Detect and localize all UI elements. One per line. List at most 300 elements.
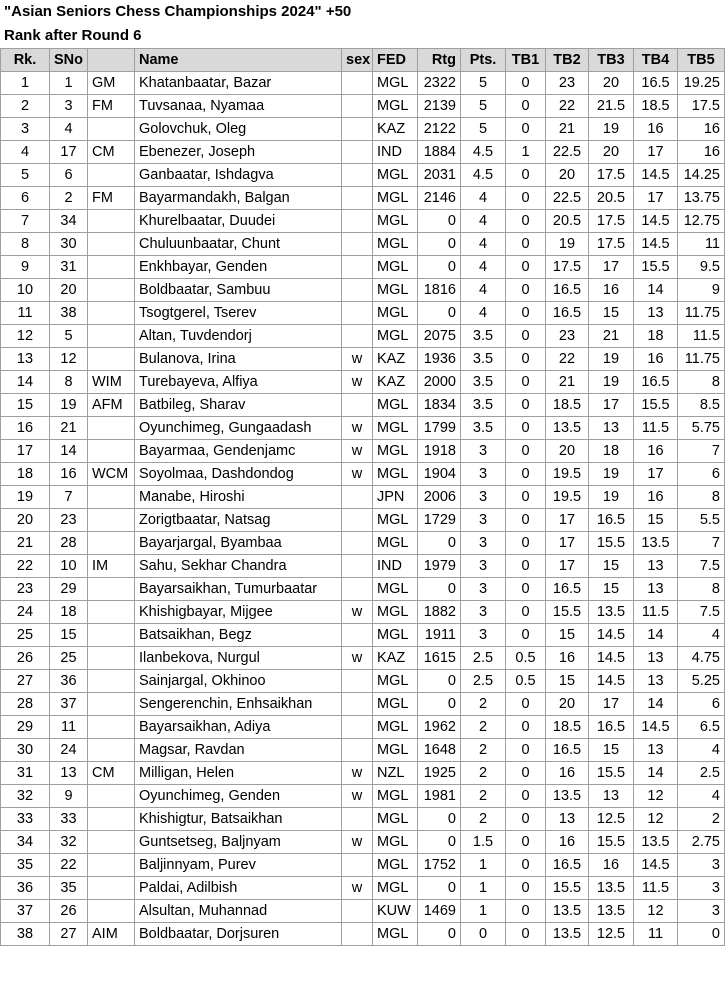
cell-rank: 36 [1, 877, 50, 900]
cell-tb4: 17 [634, 141, 678, 164]
cell-tb3: 17.5 [589, 233, 634, 256]
cell-rank: 31 [1, 762, 50, 785]
cell-rating: 1882 [418, 601, 461, 624]
cell-sno: 31 [50, 256, 88, 279]
cell-sex: w [342, 463, 373, 486]
table-row [1, 348, 725, 371]
cell-tb2: 13.5 [546, 923, 589, 946]
cell-title [88, 486, 135, 509]
cell-sex: w [342, 785, 373, 808]
cell-sex: w [342, 647, 373, 670]
cell-tb1: 0 [506, 256, 546, 279]
cell-tb3: 19 [589, 463, 634, 486]
cell-name: Ebenezer, Joseph [135, 141, 342, 164]
cell-tb5: 2 [678, 808, 725, 831]
cell-fed: MGL [373, 739, 418, 762]
cell-title [88, 877, 135, 900]
cell-rank: 37 [1, 900, 50, 923]
cell-rating: 1981 [418, 785, 461, 808]
cell-tb2: 16.5 [546, 739, 589, 762]
cell-title [88, 440, 135, 463]
cell-points: 3 [461, 601, 506, 624]
cell-tb4: 14 [634, 693, 678, 716]
cell-tb4: 14 [634, 279, 678, 302]
cell-tb1: 0 [506, 877, 546, 900]
cell-tb2: 15.5 [546, 877, 589, 900]
cell-tb4: 15.5 [634, 394, 678, 417]
cell-sex [342, 900, 373, 923]
cell-tb4: 16.5 [634, 72, 678, 95]
cell-tb1: 0 [506, 164, 546, 187]
cell-tb3: 21 [589, 325, 634, 348]
cell-rank: 34 [1, 831, 50, 854]
cell-points: 1.5 [461, 831, 506, 854]
cell-tb1: 0 [506, 808, 546, 831]
cell-tb2: 18.5 [546, 394, 589, 417]
cell-rating: 0 [418, 808, 461, 831]
cell-tb1: 0 [506, 854, 546, 877]
cell-sex [342, 670, 373, 693]
cell-name: Bayarjargal, Byambaa [135, 532, 342, 555]
cell-rating: 1469 [418, 900, 461, 923]
cell-sno: 26 [50, 900, 88, 923]
cell-rating: 1615 [418, 647, 461, 670]
cell-tb4: 14 [634, 762, 678, 785]
cell-tb3: 12.5 [589, 808, 634, 831]
table-row [1, 417, 725, 440]
cell-name: Paldai, Adilbish [135, 877, 342, 900]
cell-tb2: 23 [546, 325, 589, 348]
cell-tb4: 14.5 [634, 854, 678, 877]
cell-title [88, 118, 135, 141]
cell-tb2: 16 [546, 831, 589, 854]
table-row [1, 578, 725, 601]
table-row [1, 509, 725, 532]
cell-tb4: 17 [634, 463, 678, 486]
cell-fed: MGL [373, 785, 418, 808]
cell-tb1: 0 [506, 509, 546, 532]
cell-fed: MGL [373, 302, 418, 325]
cell-tb3: 20.5 [589, 187, 634, 210]
cell-sno: 5 [50, 325, 88, 348]
cell-rank: 35 [1, 854, 50, 877]
cell-rating: 1979 [418, 555, 461, 578]
cell-rank: 9 [1, 256, 50, 279]
cell-fed: MGL [373, 532, 418, 555]
cell-tb3: 15 [589, 302, 634, 325]
cell-name: Sengerenchin, Enhsaikhan [135, 693, 342, 716]
cell-fed: JPN [373, 486, 418, 509]
cell-tb2: 17 [546, 509, 589, 532]
cell-fed: MGL [373, 578, 418, 601]
cell-rank: 4 [1, 141, 50, 164]
cell-sno: 29 [50, 578, 88, 601]
cell-tb2: 16.5 [546, 279, 589, 302]
cell-tb3: 19 [589, 348, 634, 371]
cell-fed: MGL [373, 325, 418, 348]
cell-sex [342, 486, 373, 509]
cell-tb3: 15.5 [589, 831, 634, 854]
cell-sex: w [342, 877, 373, 900]
cell-title: FM [88, 95, 135, 118]
cell-title [88, 670, 135, 693]
cell-rank: 12 [1, 325, 50, 348]
cell-rank: 32 [1, 785, 50, 808]
cell-tb1: 0 [506, 279, 546, 302]
cell-name: Khishigbayar, Mijgee [135, 601, 342, 624]
col-header-rating: Rtg [418, 49, 461, 72]
cell-tb5: 6 [678, 463, 725, 486]
table-row [1, 256, 725, 279]
cell-rating: 0 [418, 302, 461, 325]
cell-tb3: 14.5 [589, 624, 634, 647]
cell-rank: 8 [1, 233, 50, 256]
cell-sno: 6 [50, 164, 88, 187]
cell-rank: 17 [1, 440, 50, 463]
cell-title: FM [88, 187, 135, 210]
cell-rank: 33 [1, 808, 50, 831]
cell-tb1: 0 [506, 555, 546, 578]
cell-tb3: 15 [589, 578, 634, 601]
cell-sno: 17 [50, 141, 88, 164]
cell-tb3: 19 [589, 118, 634, 141]
cell-tb1: 0 [506, 739, 546, 762]
cell-rating: 1729 [418, 509, 461, 532]
cell-tb4: 14.5 [634, 233, 678, 256]
cell-tb5: 16 [678, 141, 725, 164]
cell-name: Khurelbaatar, Duudei [135, 210, 342, 233]
cell-rank: 11 [1, 302, 50, 325]
cell-tb2: 19.5 [546, 486, 589, 509]
cell-name: Chuluunbaatar, Chunt [135, 233, 342, 256]
cell-tb2: 20 [546, 164, 589, 187]
cell-points: 4 [461, 210, 506, 233]
cell-rank: 21 [1, 532, 50, 555]
cell-tb5: 17.5 [678, 95, 725, 118]
cell-tb5: 6 [678, 693, 725, 716]
cell-tb1: 0 [506, 716, 546, 739]
cell-sno: 8 [50, 371, 88, 394]
cell-tb5: 7.5 [678, 601, 725, 624]
cell-sex [342, 118, 373, 141]
table-row [1, 279, 725, 302]
cell-sex [342, 716, 373, 739]
cell-rank: 13 [1, 348, 50, 371]
cell-points: 2.5 [461, 647, 506, 670]
cell-tb1: 0.5 [506, 647, 546, 670]
table-row [1, 877, 725, 900]
cell-tb5: 5.5 [678, 509, 725, 532]
cell-tb4: 16 [634, 118, 678, 141]
cell-tb4: 14.5 [634, 210, 678, 233]
cell-points: 2.5 [461, 670, 506, 693]
cell-tb1: 0 [506, 486, 546, 509]
cell-tb3: 15.5 [589, 532, 634, 555]
cell-points: 1 [461, 854, 506, 877]
cell-tb3: 13 [589, 785, 634, 808]
cell-sex [342, 693, 373, 716]
cell-rating: 2000 [418, 371, 461, 394]
cell-tb4: 16 [634, 348, 678, 371]
cell-tb1: 0 [506, 187, 546, 210]
cell-sno: 27 [50, 923, 88, 946]
table-row [1, 716, 725, 739]
cell-tb5: 6.5 [678, 716, 725, 739]
cell-title [88, 578, 135, 601]
cell-name: Sahu, Sekhar Chandra [135, 555, 342, 578]
table-row [1, 624, 725, 647]
cell-sno: 9 [50, 785, 88, 808]
cell-tb1: 0 [506, 440, 546, 463]
cell-name: Altan, Tuvdendorj [135, 325, 342, 348]
cell-points: 4 [461, 256, 506, 279]
cell-sex [342, 394, 373, 417]
cell-tb1: 0 [506, 95, 546, 118]
cell-points: 2 [461, 808, 506, 831]
cell-name: Batbileg, Sharav [135, 394, 342, 417]
cell-points: 3 [461, 578, 506, 601]
cell-tb3: 16.5 [589, 716, 634, 739]
cell-tb3: 16 [589, 279, 634, 302]
cell-title [88, 624, 135, 647]
cell-sex [342, 210, 373, 233]
cell-points: 3 [461, 463, 506, 486]
cell-sex [342, 302, 373, 325]
cell-tb3: 15 [589, 555, 634, 578]
cell-tb3: 19 [589, 486, 634, 509]
col-header-tb3: TB3 [589, 49, 634, 72]
header-row [1, 49, 725, 72]
cell-tb3: 20 [589, 72, 634, 95]
cell-tb3: 13.5 [589, 900, 634, 923]
cell-name: Baljinnyam, Purev [135, 854, 342, 877]
cell-tb4: 16 [634, 440, 678, 463]
cell-sno: 37 [50, 693, 88, 716]
cell-tb5: 9.5 [678, 256, 725, 279]
cell-title [88, 647, 135, 670]
cell-fed: MGL [373, 417, 418, 440]
cell-tb4: 13 [634, 670, 678, 693]
cell-rank: 7 [1, 210, 50, 233]
cell-name: Turebayeva, Alfiya [135, 371, 342, 394]
cell-sno: 18 [50, 601, 88, 624]
cell-rating: 1799 [418, 417, 461, 440]
table-row [1, 95, 725, 118]
cell-points: 3.5 [461, 325, 506, 348]
cell-tb2: 20.5 [546, 210, 589, 233]
cell-tb5: 19.25 [678, 72, 725, 95]
cell-rating: 0 [418, 210, 461, 233]
cell-name: Khishigtur, Batsaikhan [135, 808, 342, 831]
cell-title [88, 601, 135, 624]
cell-tb5: 5.75 [678, 417, 725, 440]
cell-fed: MGL [373, 624, 418, 647]
cell-fed: MGL [373, 923, 418, 946]
cell-tb2: 23 [546, 72, 589, 95]
cell-name: Boldbaatar, Sambuu [135, 279, 342, 302]
cell-tb2: 19 [546, 233, 589, 256]
cell-sex [342, 923, 373, 946]
cell-sex [342, 325, 373, 348]
cell-tb5: 5.25 [678, 670, 725, 693]
cell-sno: 32 [50, 831, 88, 854]
cell-rating: 0 [418, 256, 461, 279]
cell-name: Bayarsaikhan, Tumurbaatar [135, 578, 342, 601]
cell-tb4: 12 [634, 900, 678, 923]
standings-table [0, 48, 725, 946]
cell-tb5: 7.5 [678, 555, 725, 578]
cell-tb4: 11.5 [634, 877, 678, 900]
cell-tb3: 17 [589, 394, 634, 417]
cell-fed: MGL [373, 440, 418, 463]
cell-points: 3 [461, 624, 506, 647]
cell-title [88, 509, 135, 532]
cell-tb4: 18 [634, 325, 678, 348]
cell-points: 3 [461, 486, 506, 509]
cell-tb4: 16 [634, 486, 678, 509]
cell-sno: 13 [50, 762, 88, 785]
cell-rank: 15 [1, 394, 50, 417]
cell-fed: MGL [373, 509, 418, 532]
cell-tb2: 13.5 [546, 900, 589, 923]
cell-tb2: 21 [546, 118, 589, 141]
table-row [1, 440, 725, 463]
cell-fed: MGL [373, 210, 418, 233]
cell-fed: IND [373, 141, 418, 164]
cell-fed: KAZ [373, 118, 418, 141]
cell-tb5: 13.75 [678, 187, 725, 210]
cell-points: 4 [461, 279, 506, 302]
cell-sno: 25 [50, 647, 88, 670]
cell-sno: 10 [50, 555, 88, 578]
cell-sno: 38 [50, 302, 88, 325]
table-row [1, 187, 725, 210]
cell-sno: 30 [50, 233, 88, 256]
cell-title [88, 256, 135, 279]
cell-fed: MGL [373, 72, 418, 95]
cell-name: Sainjargal, Okhinoo [135, 670, 342, 693]
cell-title [88, 693, 135, 716]
cell-sno: 20 [50, 279, 88, 302]
table-row [1, 394, 725, 417]
cell-tb5: 4 [678, 624, 725, 647]
cell-tb1: 0 [506, 831, 546, 854]
cell-rank: 23 [1, 578, 50, 601]
cell-title [88, 900, 135, 923]
cell-rank: 26 [1, 647, 50, 670]
cell-points: 4 [461, 233, 506, 256]
cell-sno: 36 [50, 670, 88, 693]
cell-tb2: 17.5 [546, 256, 589, 279]
cell-tb3: 17.5 [589, 210, 634, 233]
cell-tb1: 1 [506, 141, 546, 164]
cell-tb1: 0 [506, 210, 546, 233]
cell-tb3: 19 [589, 371, 634, 394]
cell-fed: KAZ [373, 348, 418, 371]
cell-sno: 22 [50, 854, 88, 877]
cell-tb2: 13 [546, 808, 589, 831]
table-row [1, 670, 725, 693]
cell-rank: 30 [1, 739, 50, 762]
cell-title [88, 233, 135, 256]
cell-title [88, 348, 135, 371]
cell-tb2: 22 [546, 348, 589, 371]
table-row [1, 371, 725, 394]
cell-points: 4 [461, 302, 506, 325]
cell-tb2: 18.5 [546, 716, 589, 739]
cell-points: 1 [461, 877, 506, 900]
cell-tb4: 12 [634, 785, 678, 808]
cell-tb1: 0 [506, 923, 546, 946]
table-row [1, 555, 725, 578]
cell-points: 2 [461, 762, 506, 785]
cell-tb2: 17 [546, 555, 589, 578]
table-row [1, 72, 725, 95]
cell-rank: 25 [1, 624, 50, 647]
cell-sno: 28 [50, 532, 88, 555]
cell-rating: 2075 [418, 325, 461, 348]
cell-rank: 22 [1, 555, 50, 578]
cell-fed: NZL [373, 762, 418, 785]
table-row [1, 647, 725, 670]
cell-points: 4.5 [461, 141, 506, 164]
cell-sno: 2 [50, 187, 88, 210]
sheet-title: "Asian Seniors Chess Championships 2024" +50 [4, 3, 352, 20]
cell-rating: 1884 [418, 141, 461, 164]
cell-tb4: 13 [634, 739, 678, 762]
col-header-tb4: TB4 [634, 49, 678, 72]
cell-tb2: 20 [546, 440, 589, 463]
cell-name: Zorigtbaatar, Natsag [135, 509, 342, 532]
cell-title [88, 739, 135, 762]
cell-points: 2 [461, 693, 506, 716]
cell-fed: MGL [373, 877, 418, 900]
cell-tb5: 0 [678, 923, 725, 946]
cell-rating: 1904 [418, 463, 461, 486]
cell-tb1: 0 [506, 578, 546, 601]
cell-rating: 0 [418, 578, 461, 601]
cell-rank: 5 [1, 164, 50, 187]
cell-tb5: 8 [678, 578, 725, 601]
cell-name: Bayarsaikhan, Adiya [135, 716, 342, 739]
cell-tb1: 0 [506, 463, 546, 486]
cell-tb1: 0 [506, 371, 546, 394]
cell-tb2: 13.5 [546, 417, 589, 440]
cell-rating: 1911 [418, 624, 461, 647]
cell-rating: 2139 [418, 95, 461, 118]
cell-rating: 1962 [418, 716, 461, 739]
cell-sno: 24 [50, 739, 88, 762]
table-row [1, 900, 725, 923]
cell-points: 4.5 [461, 164, 506, 187]
cell-title: IM [88, 555, 135, 578]
cell-sex: w [342, 371, 373, 394]
cell-rating: 1936 [418, 348, 461, 371]
cell-tb3: 12.5 [589, 923, 634, 946]
cell-fed: MGL [373, 95, 418, 118]
cell-name: Bayarmaa, Gendenjamc [135, 440, 342, 463]
cell-title: GM [88, 72, 135, 95]
cell-tb2: 17 [546, 532, 589, 555]
cell-sno: 7 [50, 486, 88, 509]
cell-points: 2 [461, 716, 506, 739]
cell-sex [342, 555, 373, 578]
cell-sex [342, 808, 373, 831]
cell-sex: w [342, 440, 373, 463]
cell-points: 5 [461, 118, 506, 141]
cell-name: Magsar, Ravdan [135, 739, 342, 762]
cell-rating: 0 [418, 670, 461, 693]
